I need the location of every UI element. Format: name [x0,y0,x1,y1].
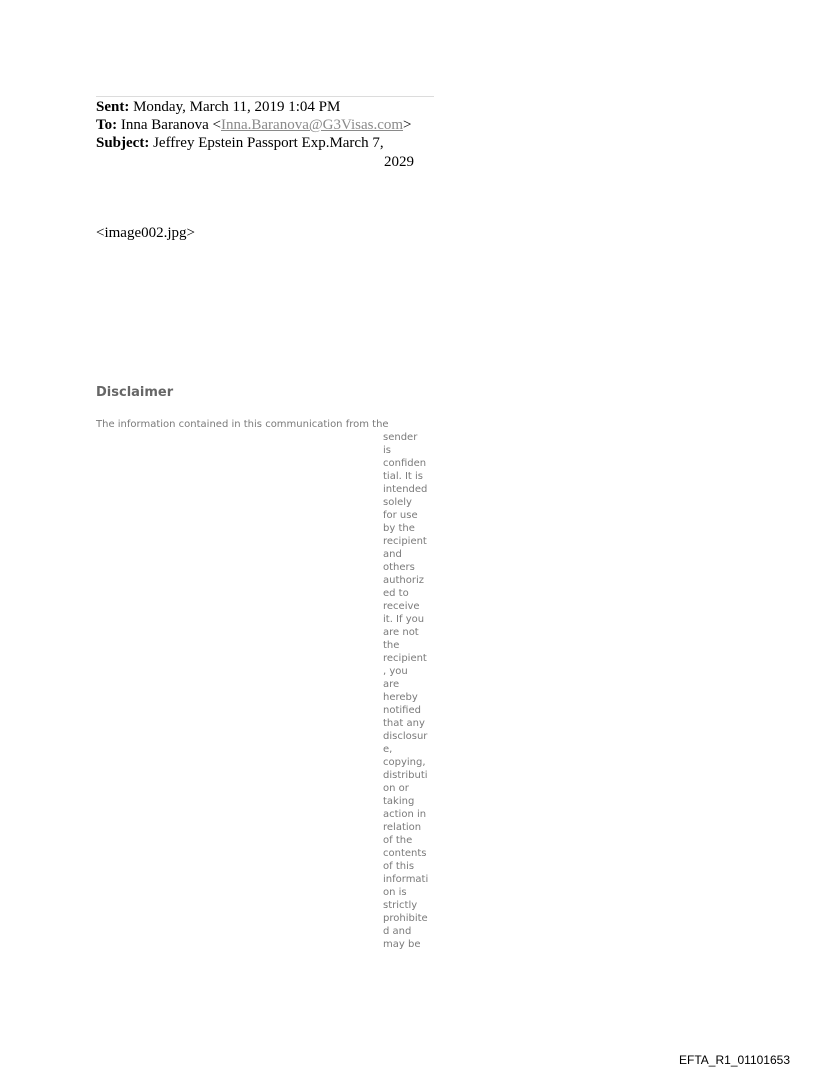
disclaimer-line: are not [383,627,419,638]
disclaimer-lead-text: The information contained in this communication from the [96,419,389,430]
disclaimer-line: is [383,445,391,456]
to-label: To: [96,117,118,133]
disclaimer-line: authoriz [383,575,424,586]
disclaimer-line: sender [383,432,418,443]
disclaimer-line: of the [383,835,413,846]
disclaimer-line: and [383,549,402,560]
disclaimer-line: receive [383,601,420,612]
disclaimer-line: informati [383,874,429,885]
disclaimer-line: it. If you [383,614,425,625]
disclaimer-line: recipient [383,653,427,664]
disclaimer-line: action in [383,809,427,820]
disclaimer-line: ed to [383,588,409,599]
to-line: To: Inna Baranova <Inna.Baranova@G3Visas.com> [96,117,412,133]
subject-continuation: 2029 [384,154,414,170]
disclaimer-line: on or [383,783,409,794]
disclaimer-line: relation [383,822,422,833]
disclaimer-line: others [383,562,415,573]
disclaimer-line: solely [383,497,412,508]
disclaimer-line: copying, [383,757,426,768]
disclaimer-line: may be [383,939,421,950]
disclaimer-line: taking [383,796,415,807]
disclaimer-title: Disclaimer [96,385,174,400]
disclaimer-line: recipient [383,536,427,547]
sent-value: Monday, March 11, 2019 1:04 PM [133,99,341,115]
attachment-placeholder: <image002.jpg> [96,225,195,241]
disclaimer-line: prohibite [383,913,428,924]
disclaimer-line: on is [383,887,407,898]
sent-line [96,98,411,116]
disclaimer-line: notified [383,705,421,716]
sent-label: Sent: [96,99,130,115]
disclaimer-wrapped-text [383,431,443,951]
disclaimer-line: by the [383,523,415,534]
disclaimer-line: distributi [383,770,428,781]
disclaimer-line: for use [383,510,418,521]
disclaimer-line: that any [383,718,425,729]
disclaimer-line: of this [383,861,415,872]
disclaimer-line: hereby [383,692,418,703]
disclaimer-line: intended [383,484,428,495]
email-header [96,98,411,152]
to-email-link[interactable]: Inna.Baranova@G3Visas.com [220,117,404,133]
disclaimer-line: e, [383,744,393,755]
subject-label: Subject: [96,135,150,151]
disclaimer-line: are [383,679,400,690]
disclaimer-line: contents [383,848,427,859]
header-divider [96,96,434,97]
subject-value: Jeffrey Epstein Passport Exp.March 7, [153,135,384,151]
disclaimer-line: tial. It is [383,471,423,482]
subject-line [96,134,411,152]
disclaimer-line: disclosur [383,731,428,742]
to-name: Inna Baranova [120,117,209,133]
disclaimer-line: confiden [383,458,427,469]
disclaimer-line: d and [383,926,412,937]
document-id: EFTA_R1_01101653 [679,1053,790,1067]
disclaimer-line: the [383,640,400,651]
disclaimer-line: strictly [383,900,418,911]
disclaimer-line: , you [383,666,408,677]
